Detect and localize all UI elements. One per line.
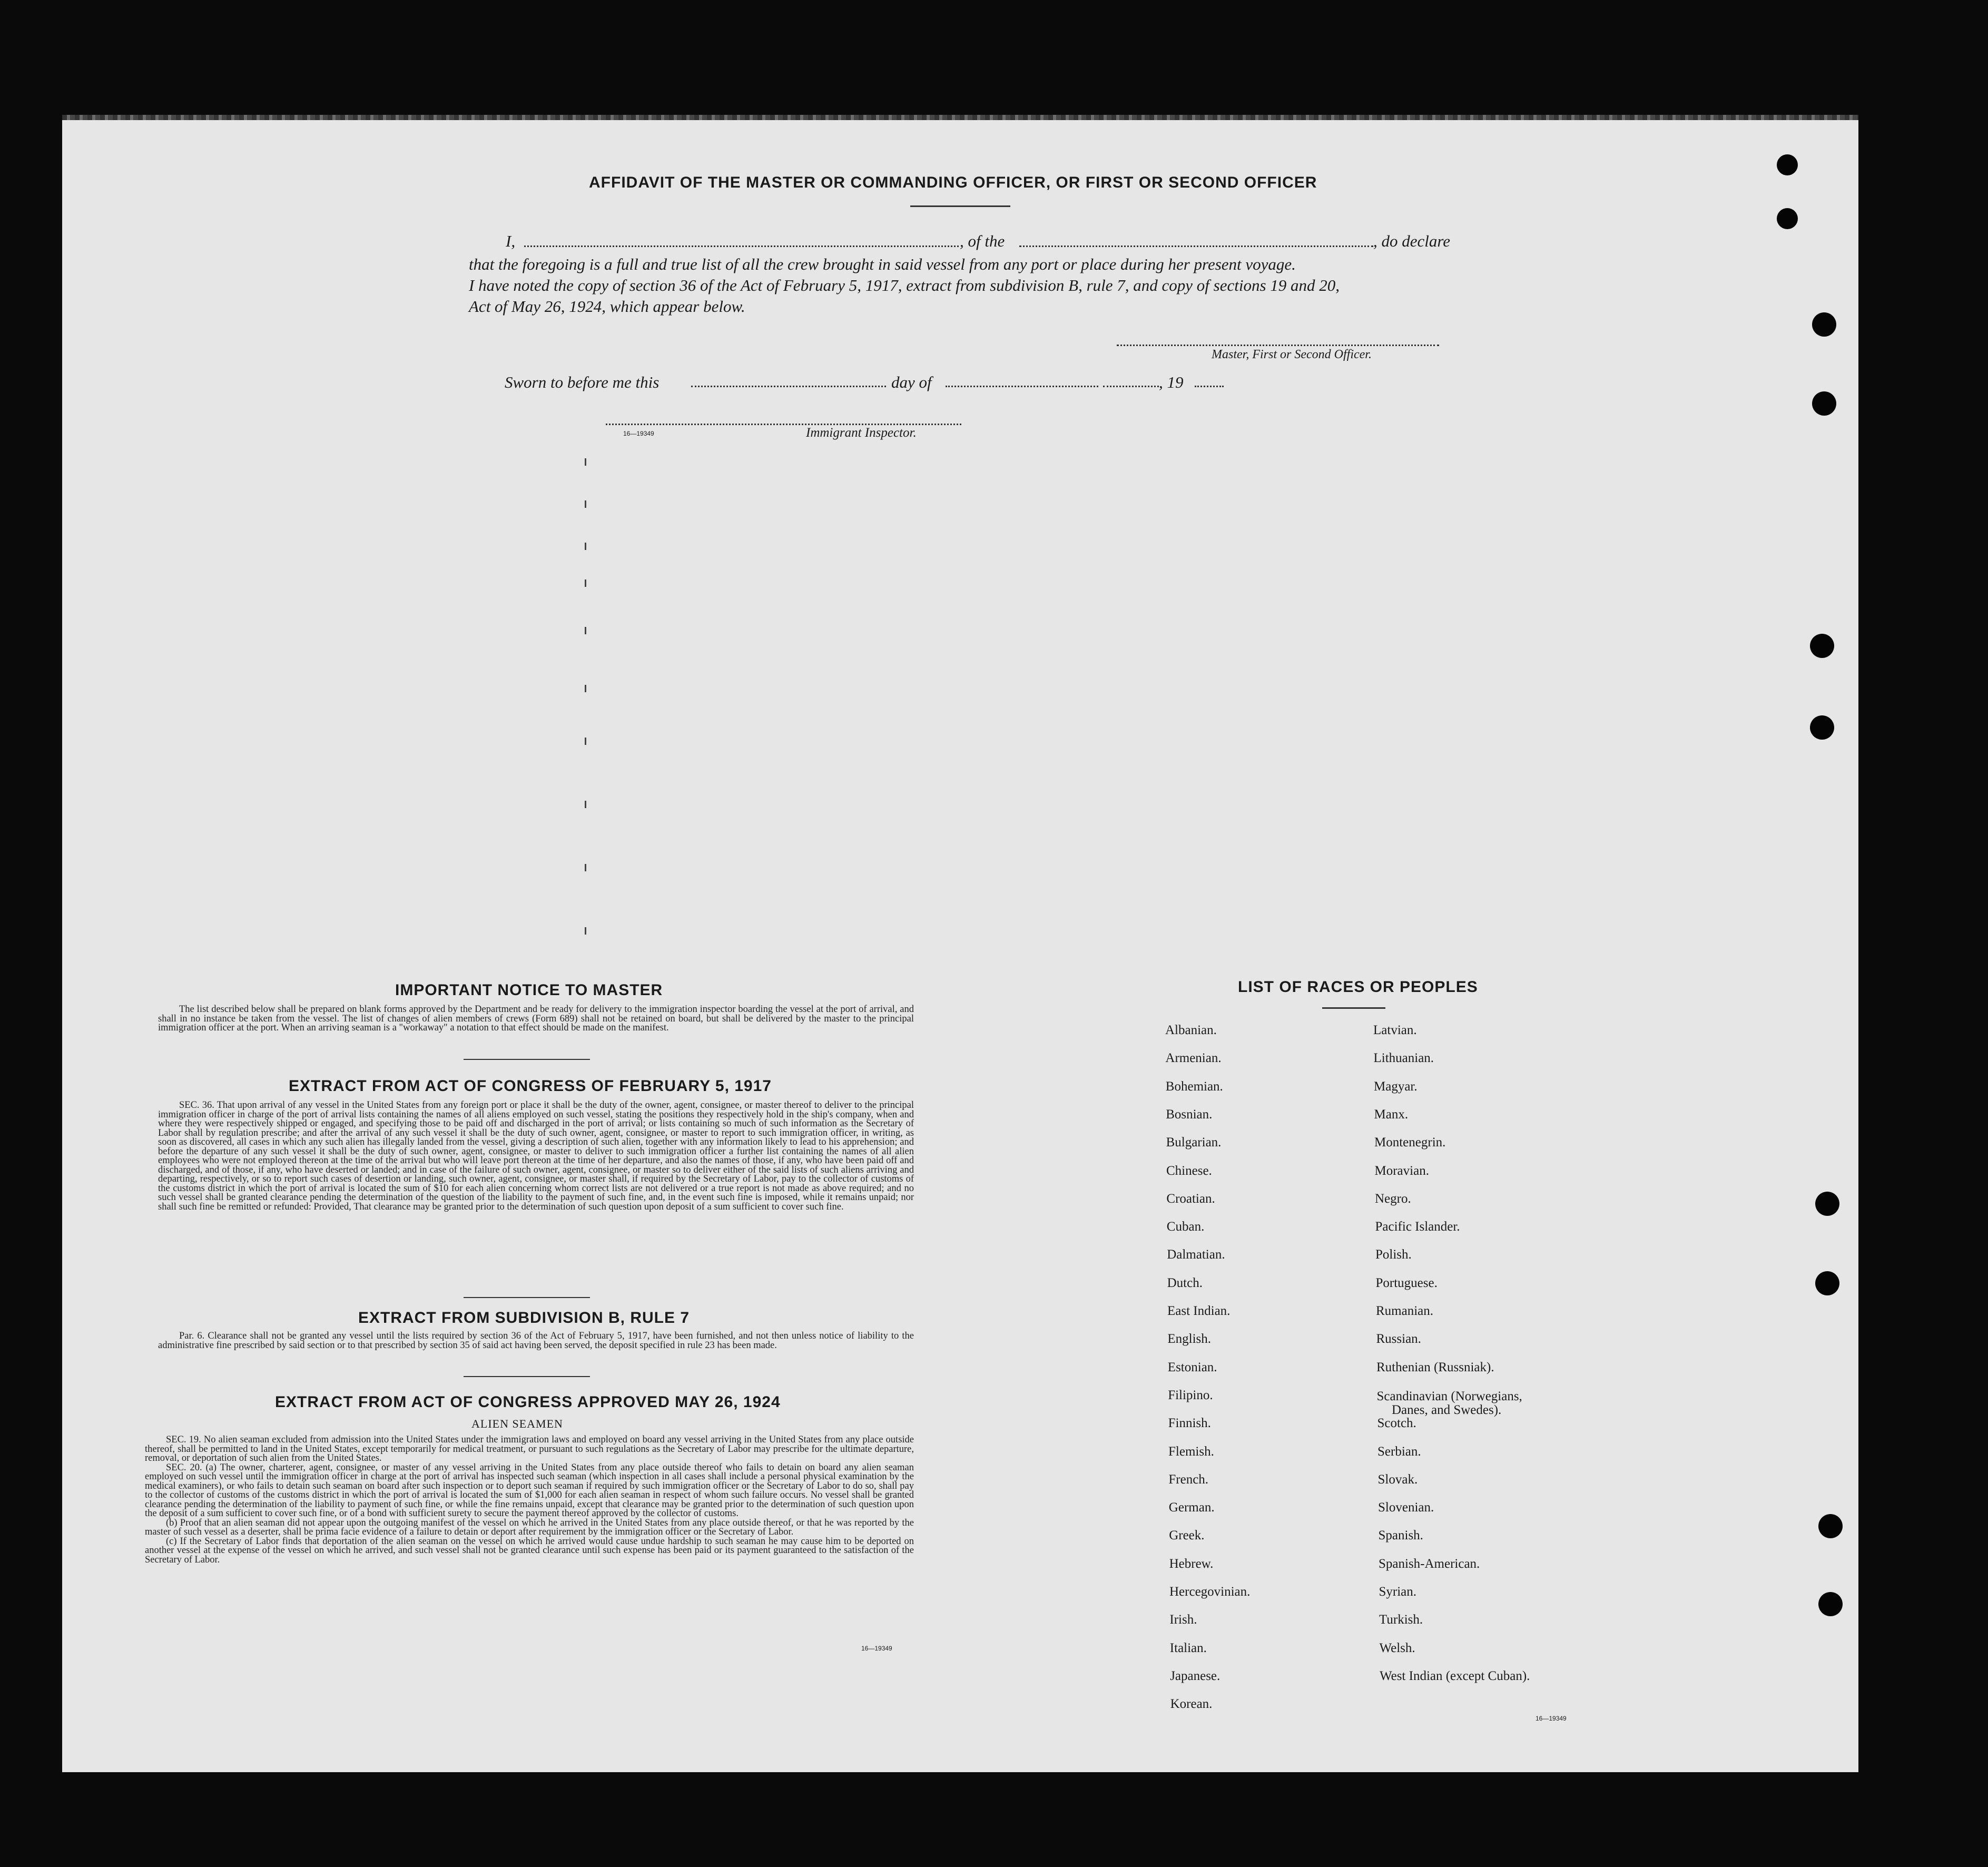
race-item: Slovenian. — [1378, 1500, 1434, 1515]
race-item: Pacific Islander. — [1375, 1220, 1460, 1234]
race-item: Korean. — [1170, 1697, 1213, 1712]
divider — [464, 1059, 590, 1060]
form-number: 16—19349 — [623, 430, 654, 437]
extract-rule7-title: EXTRACT FROM SUBDIVISION B, RULE 7 — [358, 1309, 690, 1326]
race-item: Serbian. — [1377, 1444, 1421, 1459]
rule7-paragraph: Par. 6. Clearance shall not be granted any vessel until the lists required by section 36 of the Act of February 5, 1917, have been furnished, and not then unless notice of liability to the administrative fine prescribed by said section or to that prescribed by section 35 of said act having been served, the deposit specified in rule 23 has been made. — [158, 1331, 914, 1351]
race-item: Greek. — [1169, 1528, 1205, 1543]
affidavit-line-3: I have noted the copy of section 36 of the Act of February 5, 1917, extract from subdivision B, rule 7, and copy of sections 19 and 20, — [469, 276, 1340, 294]
race-item: Chinese. — [1166, 1163, 1212, 1178]
race-item: Hercegovinian. — [1169, 1585, 1251, 1599]
column-tick — [585, 801, 586, 808]
race-item: Dutch. — [1167, 1275, 1203, 1290]
race-item: Bosnian. — [1166, 1107, 1213, 1122]
affidavit-line-4: Act of May 26, 1924, which appear below. — [469, 297, 745, 316]
column-tick — [585, 864, 586, 871]
form-number: 16—19349 — [1536, 1715, 1567, 1722]
race-item: Rumanian. — [1376, 1304, 1434, 1318]
race-item: West Indian (except Cuban). — [1380, 1668, 1530, 1683]
day-of-label: day of — [891, 373, 932, 391]
race-item: Magyar. — [1374, 1079, 1418, 1094]
punch-hole — [1818, 1514, 1843, 1538]
race-item: Turkish. — [1379, 1613, 1423, 1627]
race-item: Ruthenian (Russniak). — [1376, 1360, 1494, 1374]
punch-hole — [1818, 1592, 1843, 1616]
inspector-label: Immigrant Inspector. — [806, 426, 917, 440]
section-20c-paragraph: (c) If the Secretary of Labor finds that deportation of the alien seaman on the vessel on which he arrived would cause undue hardship to such seaman he may cause him to be deported on another vessel at the expense of the vessel on which he arrived, and such vessel shall not be granted clearance until such expense has been paid or its payment guaranteed to the satisfaction of the Secretary of Labor. — [145, 1536, 914, 1565]
section-19-paragraph: SEC. 19. No alien seaman excluded from admission into the United States under the immigration laws and employed on board any vessel arriving in the United States from any place outside thereof, shall be permitted to land in the United States, except temporarily for medical treatment, or pursuant to such regulations as the Secretary of Labor may prescribe for the ultimate departure, removal, or deportation of such alien from the United States. — [145, 1434, 914, 1463]
punch-hole — [1777, 154, 1798, 175]
race-item: Hebrew. — [1169, 1556, 1214, 1571]
sworn-label: Sworn to before me this — [505, 373, 660, 391]
race-item: East Indian. — [1167, 1304, 1231, 1318]
punch-hole — [1810, 715, 1834, 740]
name-field[interactable] — [524, 245, 959, 247]
extract-1917-title: EXTRACT FROM ACT OF CONGRESS OF FEBRUARY 5, 1917 — [289, 1077, 772, 1095]
race-item: Latvian. — [1373, 1023, 1417, 1037]
race-item: Cuban. — [1166, 1220, 1205, 1234]
race-item: Italian. — [1169, 1640, 1207, 1655]
race-item: Portuguese. — [1375, 1275, 1438, 1290]
sworn-day-field[interactable] — [691, 386, 886, 387]
punch-hole — [1815, 1192, 1839, 1216]
extract-1917-text — [158, 1101, 914, 1212]
race-item: Welsh. — [1379, 1640, 1415, 1655]
race-item: Scandinavian (Norwegians, — [1376, 1389, 1522, 1403]
extract-1924-title: EXTRACT FROM ACT OF CONGRESS APPROVED MAY 26, 1924 — [275, 1393, 781, 1411]
punch-hole — [1812, 312, 1836, 337]
section-20b-paragraph: (b) Proof that an alien seaman did not appear upon the outgoing manifest of the vessel on which he arrived in the United States from any place outside thereof, or that he was reported by the master of such vessel as a deserter, shall be prima facie evidence of a failure to detain or deport after requirement by the immigration officer or the Secretary of Labor. — [145, 1517, 914, 1537]
race-item: Syrian. — [1379, 1585, 1417, 1599]
column-tick — [585, 543, 586, 550]
notice-title: IMPORTANT NOTICE TO MASTER — [395, 981, 663, 999]
affidavit-i-label: I, — [506, 232, 516, 250]
race-item: Japanese. — [1170, 1668, 1221, 1683]
column-tick — [585, 685, 586, 692]
punch-hole — [1810, 634, 1834, 658]
race-item: Manx. — [1374, 1107, 1409, 1122]
column-tick — [585, 500, 586, 508]
race-item: French. — [1168, 1472, 1209, 1487]
punch-hole — [1815, 1271, 1839, 1295]
column-tick — [585, 579, 586, 587]
race-item: Irish. — [1169, 1613, 1197, 1627]
notice-text — [158, 1005, 914, 1033]
affidavit-title: AFFIDAVIT OF THE MASTER OR COMMANDING OFFICER, OR FIRST OR SECOND OFFICER — [589, 174, 1317, 191]
race-item: Slovak. — [1377, 1472, 1418, 1487]
section-20a-paragraph: SEC. 20. (a) The owner, charterer, agent, consignee, or master of any vessel arriving in the United States from any place outside thereof who fails to detain on board any alien seaman employed on such vessel until the immigration officer in charge at the port of arrival has inspected such seaman (which inspection in all cases shall include a personal physical examination by the medical examiners), or who fails to detain such seaman on board after such inspection or to deport such seaman if required by such immigration officer or the Secretary of Labor to do so, shall pay to the collector of customs of the customs district in which the port of arrival is located the sum of $1,000 for each alien seaman in respect of whom such failure occurs. No vessel shall be granted clearance pending the determination of the liability to payment of such fine, or while the fine remains unpaid, except that clearance may be granted prior to the determination of such question upon the deposit of a sum sufficient to cover such fine, or of a bond with sufficient surety to secure the payment thereof approved by the collector of customs. — [145, 1462, 914, 1519]
race-item: Finnish. — [1168, 1416, 1211, 1431]
column-tick — [585, 738, 586, 745]
signature-field[interactable] — [1117, 345, 1439, 346]
race-item: Flemish. — [1168, 1444, 1214, 1459]
signature-label: Master, First or Second Officer. — [1212, 348, 1372, 361]
race-item: Russian. — [1376, 1332, 1421, 1347]
divider — [910, 205, 1010, 207]
race-item: Estonian. — [1167, 1360, 1217, 1374]
race-item: Montenegrin. — [1374, 1135, 1446, 1150]
race-item: English. — [1167, 1332, 1212, 1347]
inspector-signature-field[interactable] — [606, 424, 961, 425]
extract-1924-subtitle: ALIEN SEAMEN — [471, 1417, 563, 1430]
race-item: Scotch. — [1377, 1416, 1416, 1431]
race-item: Albanian. — [1165, 1023, 1217, 1037]
punch-hole — [1812, 391, 1836, 416]
race-item: Lithuanian. — [1373, 1051, 1434, 1066]
race-item: Spanish. — [1378, 1528, 1423, 1543]
affidavit-of-the-label: , of the — [960, 232, 1005, 250]
race-item: Armenian. — [1165, 1051, 1222, 1066]
year-label: , 19 — [1159, 373, 1184, 391]
race-item: Dalmatian. — [1167, 1247, 1225, 1262]
race-item: Spanish-American. — [1379, 1556, 1480, 1571]
divider — [1322, 1007, 1385, 1009]
race-item: Danes, and Swedes). — [1392, 1402, 1502, 1417]
notice-paragraph: The list described below shall be prepared on blank forms approved by the Department and be ready for delivery to the immigration inspector boarding the vessel at the port of arrival, and shall in no instance be taken from the vessel. The list of changes of alien members of crews (Form 689) shall not be retained on board, but shall be delivered by the master to the principal immigration officer at the port. When an arriving seaman is a "workaway" a notation to that effect should be made on the manifest. — [158, 1004, 914, 1033]
race-item: Bulgarian. — [1166, 1135, 1222, 1150]
column-tick — [585, 927, 586, 935]
vessel-field[interactable] — [1019, 245, 1373, 247]
punch-hole — [1777, 208, 1798, 229]
race-item: German. — [1168, 1500, 1215, 1515]
sworn-month-field[interactable] — [946, 386, 1098, 387]
sworn-month-field-2[interactable] — [1103, 386, 1159, 387]
race-item: Filipino. — [1168, 1388, 1213, 1402]
affidavit-line-2: that the foregoing is a full and true list of all the crew brought in said vessel from any port or place during her present voyage. — [469, 255, 1296, 273]
race-item: Croatian. — [1166, 1191, 1215, 1206]
form-number: 16—19349 — [861, 1645, 892, 1652]
year-field[interactable] — [1195, 386, 1224, 387]
race-item: Moravian. — [1374, 1163, 1429, 1178]
extract-rule7-text — [158, 1332, 914, 1350]
affidavit-declare-label: , do declare — [1373, 232, 1451, 250]
column-tick — [585, 458, 586, 466]
column-tick — [585, 627, 586, 634]
race-item: Polish. — [1375, 1247, 1412, 1262]
divider — [464, 1376, 590, 1377]
divider — [464, 1297, 590, 1298]
races-title: LIST OF RACES OR PEOPLES — [1238, 978, 1478, 996]
race-item: Bohemian. — [1165, 1079, 1223, 1094]
race-item: Negro. — [1375, 1191, 1411, 1206]
section-36-paragraph: SEC. 36. That upon arrival of any vessel in the United States from any foreign port or place it shall be the duty of the owner, agent, consignee, or master thereof to deliver to the principal immigration officer in charge of the port of arrival lists containing the names of all aliens employed on such vessel, stating the positions they respectively hold in the ship's company, when and where they were respectively shipped or engaged, and specifying those to be paid off and discharged in the port of arrival; or lists containing so much of such information as the Secretary of Labor shall by regulation prescribe; and after the arrival of any such vessel it shall be the duty of such owner, agent, consignee, or master to report to such immigration officer, in writing, as soon as discovered, all cases in which any such alien has illegally landed from the vessel, giving a description of such alien, together with any information likely to lead to his apprehension; and before the departure of any such vessel it shall be the duty of such owner, agent, consignee, or master to deliver to such immigration officer a further list containing the names of all alien employees who were not employed thereon at the time of the arrival but who will leave port thereon at the time of her departure, and also the names of those, if any, who have been paid off and discharged, and of those, if any, who have deserted or landed; and in case of the failure of such owner, agent, consignee, or master so to deliver either of the said lists of such aliens arriving and departing, respectively, or so to report such cases of desertion or landing, such owner, agent, consignee, or master shall, if required by the Secretary of Labor, pay to the collector of customs of the customs district in which the port of arrival is located the sum of $10 for each alien concerning whom correct lists are not delivered or a true report is not made as above required; and no such vessel shall be granted clearance pending the determination of the question of the liability to the payment of such fine, and, in the event such fine is imposed, while it remains unpaid; nor shall such fine be remitted or refunded: Provided, That clearance may be granted prior to the determination of such question upon deposit of a sum sufficient to cover such fine. — [158, 1100, 914, 1212]
extract-1924-text — [145, 1436, 914, 1565]
